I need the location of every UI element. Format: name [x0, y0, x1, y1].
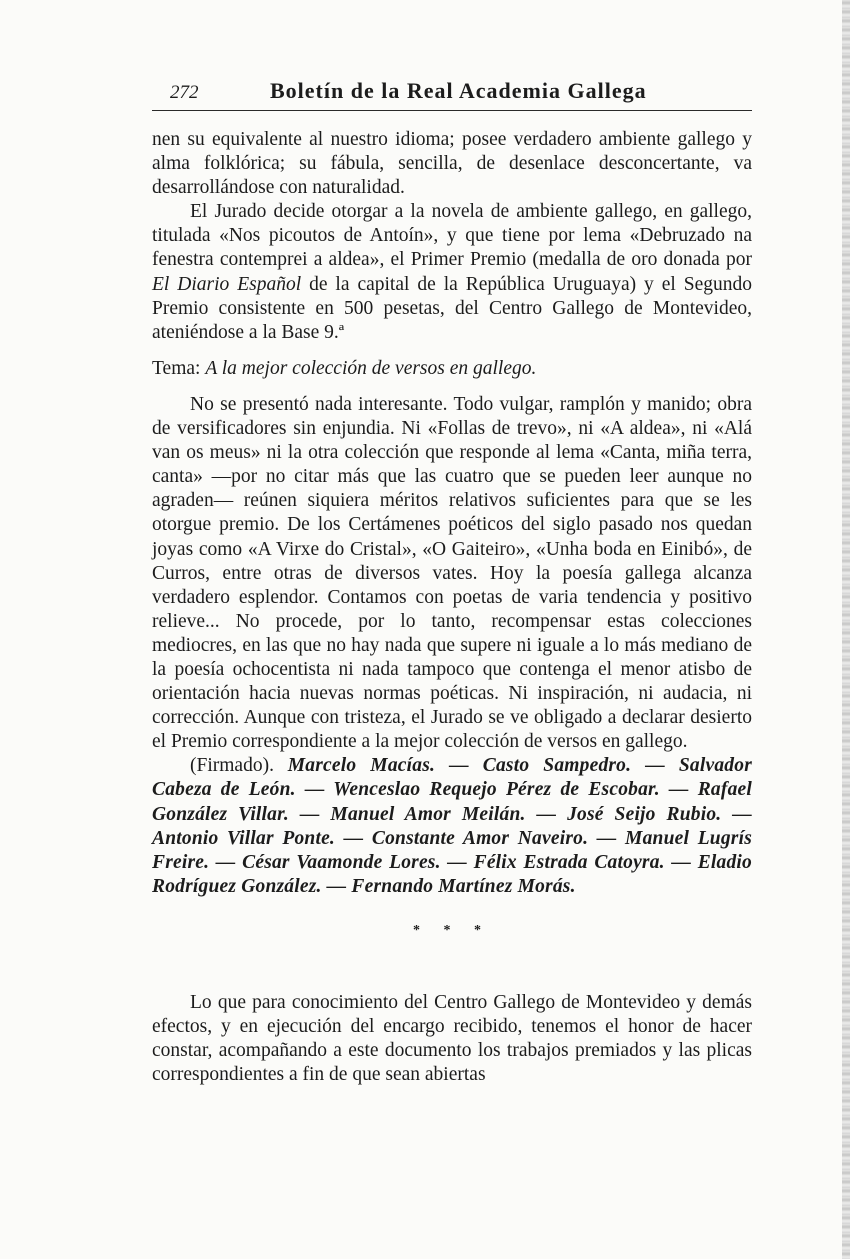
- jury-decision-text-a: El Jurado decide otorgar a la novela de ambiente gallego, en gallego, titulada «Nos picoutos de Antoín», y que tiene por lema «Debruzado na fenestra contemprei a aldea», el Primer Premio (medalla de oro donada por: [152, 201, 752, 271]
- paragraph-jury-decision: [152, 200, 752, 345]
- paragraph-verse-verdict: No se presentó nada interesante. Todo vulgar, ramplón y manido; obra de versificadores sin enjundia. Ni «Follas de trevo», ni «A aldea», ni «Alá van os meus» ni la otra colección que responde al lema «Canta, miña terra, canta» —por no citar más que las cuatro que se pueden leer aunque no agraden— reúnen siquiera méritos relativos suficientes para que se les otorgue premio. De los Certámenes poéticos del siglo pasado nos quedan joyas como «A Virxe do Cristal», «O Gaiteiro», «Unha boda en Einibó», de Curros, entre otras de diversos vates. Hoy la poesía gallega alcanza verdadero esplendor. Contamos con poetas de varia tendencia y positivo relieve... No procede, por lo tanto, recompensar estas colecciones mediocres, en las que no hay nada que supere ni iguale a lo más mediano de la poesía ochocentista ni nada tampoco que contenga el menor atisbo de orientación hacia nuevas normas poéticas. Ni inspiración, ni audacia, ni corrección. Aunque con tristeza, el Jurado se ve obligado a declarar desierto el Premio correspondiente a la mejor colección de versos en gallego.: [152, 393, 752, 753]
- topic-label: Tema:: [152, 357, 206, 379]
- newspaper-title: El Diario Español: [152, 273, 302, 295]
- topic-title: A la mejor colección de versos en gallego.: [205, 357, 537, 379]
- scan-edge-artifact: [842, 0, 850, 1259]
- jury-decision-text-b: de la capital de la República Uruguaya) y el Segundo Premio consistente en 500 pesetas, del Centro Gallego de Montevideo, ateniéndose a la Base 9.ª: [152, 273, 752, 343]
- signed-label: (Firmado).: [190, 755, 288, 777]
- page-header: [152, 74, 752, 111]
- paragraph-signatures: [152, 754, 752, 899]
- paragraph-continuation: nen su equivalente al nuestro idioma; posee verdadero ambiente gallego y alma folklórica; su fábula, sencilla, de desenlace desconcertante, va desarrollándose con naturalidad.: [152, 129, 752, 199]
- body-text: [152, 128, 752, 1087]
- topic-heading: [152, 357, 752, 381]
- running-title: Boletín de la Real Academia Gallega: [270, 78, 647, 103]
- signatories-list: Marcelo Macías. — Casto Sampedro. — Salvador Cabeza de León. — Wenceslao Requejo Pérez de Escobar. — Rafael González Villar. — Manuel Amor Meilán. — José Seijo Rubio. — Antonio Villar Ponte. — Constante Amor Naveiro. — Manuel Lugrís Freire. — César Vaamonde Lores. — Félix Estrada Catoyra. — Eladio Rodríguez González. — Fernando Martínez Morás.: [152, 755, 752, 897]
- paragraph-closing: Lo que para conocimiento del Centro Gallego de Montevideo y demás efectos, y en ejecución del encargo recibido, tenemos el honor de hacer constar, acompañando a este documento los trabajos premiados y las plicas correspondientes a fin de que sean abiertas: [152, 992, 752, 1086]
- section-separator: * * *: [413, 922, 491, 938]
- page-number: 272: [170, 82, 199, 103]
